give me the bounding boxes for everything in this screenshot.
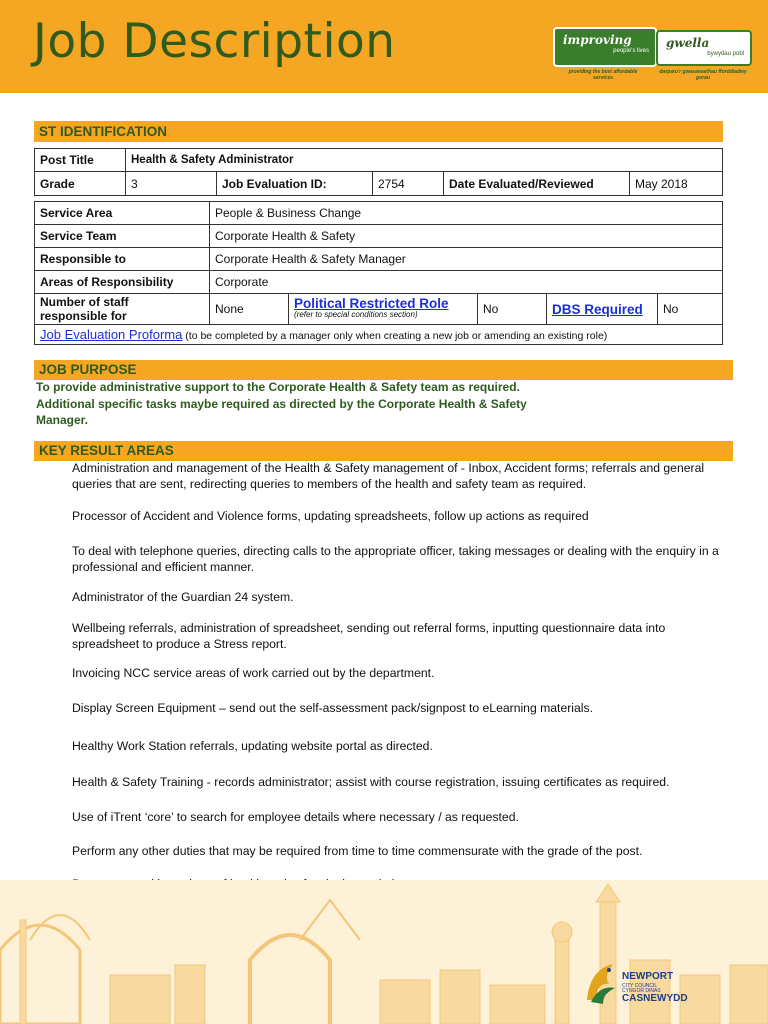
service-team-label: Service Team (35, 225, 210, 248)
date-evaluated-label: Date Evaluated/Reviewed (444, 172, 630, 196)
job-purpose-line: Additional specific tasks maybe required as directed by the Corporate Health & Safety (36, 396, 527, 411)
key-result-item: Invoicing NCC service areas of work carried out by the department. (72, 666, 435, 680)
logo-improving-text: improving (563, 33, 632, 47)
responsible-to-label: Responsible to (35, 248, 210, 271)
job-evaluation-proforma-link[interactable]: Job Evaluation Proforma (40, 327, 183, 342)
key-result-item: To deal with telephone queries, directing calls to the appropriate officer, taking messages or dealing with the enquiry in a professional and efficient manner. (72, 544, 719, 574)
job-purpose-line: Manager. (36, 413, 89, 427)
section-job-purpose-heading-text: JOB PURPOSE (39, 362, 137, 377)
logo-tagline-cy: darparu'r gwasanaethau fforddiadwy gorau (659, 69, 747, 81)
ncc-welsh-subtitle: CYNGOR DINAS (622, 988, 661, 994)
grade-value: 3 (126, 172, 217, 196)
key-result-item: Wellbeing referrals, administration of spreadsheet, sending out referral forms, inputting questionnaire data into spreadsheet to produce a Stress report. (72, 621, 666, 651)
staff-label-line2: responsible for (40, 309, 127, 323)
service-table (34, 201, 723, 345)
key-result-item: Administrator of the Guardian 24 system. (72, 590, 294, 604)
ncc-welsh-name: CASNEWYDD (622, 993, 688, 1004)
job-purpose-line: To provide administrative support to the Corporate Health & Safety team as required. (36, 380, 520, 394)
post-title-label: Post Title (35, 149, 126, 172)
dbs-required-cell (547, 294, 658, 325)
job-eval-value: 2754 (373, 172, 444, 196)
key-result-item: Health & Safety Training - records administrator; assist with course registration, issuing certificates as required. (72, 775, 670, 789)
logo-gwella-subtext: bywydau pobl (707, 51, 744, 57)
section-key-results-heading-text: KEY RESULT AREAS (39, 443, 174, 458)
section-identification-heading (34, 121, 723, 142)
service-team-value: Corporate Health & Safety (210, 225, 723, 248)
header-banner (0, 0, 768, 93)
logo-improving (553, 27, 657, 67)
political-restricted-note: (refer to special conditions section) (294, 310, 418, 319)
date-evaluated-value: May 2018 (630, 172, 723, 196)
post-grade-table (34, 148, 723, 196)
dbs-required-link[interactable]: DBS Required (552, 301, 643, 317)
proforma-note: (to be completed by a manager only when creating a new job or amending an existing role) (185, 330, 608, 342)
staff-label-line1: Number of staff (40, 295, 129, 309)
section-job-purpose-heading (34, 360, 733, 380)
political-restricted-link[interactable]: Political Restricted Role (294, 296, 449, 311)
logo-tagline-en: providing the best affordable services (568, 69, 638, 81)
dbs-required-value: No (658, 294, 723, 325)
political-restricted-value: No (478, 294, 547, 325)
logo-gwella (656, 30, 752, 66)
section-key-results-heading (34, 441, 733, 461)
section-identification-heading-text: ST IDENTIFICATION (39, 124, 167, 139)
key-result-item: Display Screen Equipment – send out the self-assessment pack/signpost to eLearning materials. (72, 701, 593, 715)
areas-value: Corporate (210, 271, 723, 294)
footer-skyline (0, 880, 768, 1024)
key-result-item: Use of iTrent ‘core’ to search for employee details where necessary / as requested. (72, 810, 519, 824)
staff-responsible-label (35, 294, 210, 325)
logo-gwella-text: gwella (666, 36, 710, 50)
logo-improving-subtext: people's lives (613, 48, 649, 54)
areas-label: Areas of Responsibility (35, 271, 210, 294)
ncc-subtitle: CITY COUNCIL (622, 983, 658, 989)
dragon-icon (583, 960, 619, 1006)
key-result-item: Healthy Work Station referrals, updating website portal as directed. (72, 739, 433, 753)
key-result-item: Perform any other duties that may be required from time to time commensurate with the grade of the post. (72, 844, 643, 858)
job-purpose-text (36, 379, 596, 429)
page-title: Job Description (33, 14, 396, 69)
proforma-row (35, 325, 723, 345)
grade-label: Grade (35, 172, 126, 196)
political-restricted-cell (289, 294, 478, 325)
post-title-value: Health & Safety Administrator (126, 149, 723, 172)
ncc-name: NEWPORT (622, 971, 674, 982)
newport-city-council-logo (583, 960, 733, 1010)
key-result-item: Processor of Accident and Violence forms, updating spreadsheets, follow up actions as required (72, 509, 589, 523)
job-eval-label: Job Evaluation ID: (217, 172, 373, 196)
improving-gwella-logo (553, 27, 753, 79)
service-area-label: Service Area (35, 202, 210, 225)
staff-responsible-value: None (210, 294, 289, 325)
key-result-item: Administration and management of the Health & Safety management of - Inbox, Accident forms; referrals and general queries that are sent, redirecting queries to members of the health and safety team as required. (72, 461, 705, 491)
responsible-to-value: Corporate Health & Safety Manager (210, 248, 723, 271)
service-area-value: People & Business Change (210, 202, 723, 225)
